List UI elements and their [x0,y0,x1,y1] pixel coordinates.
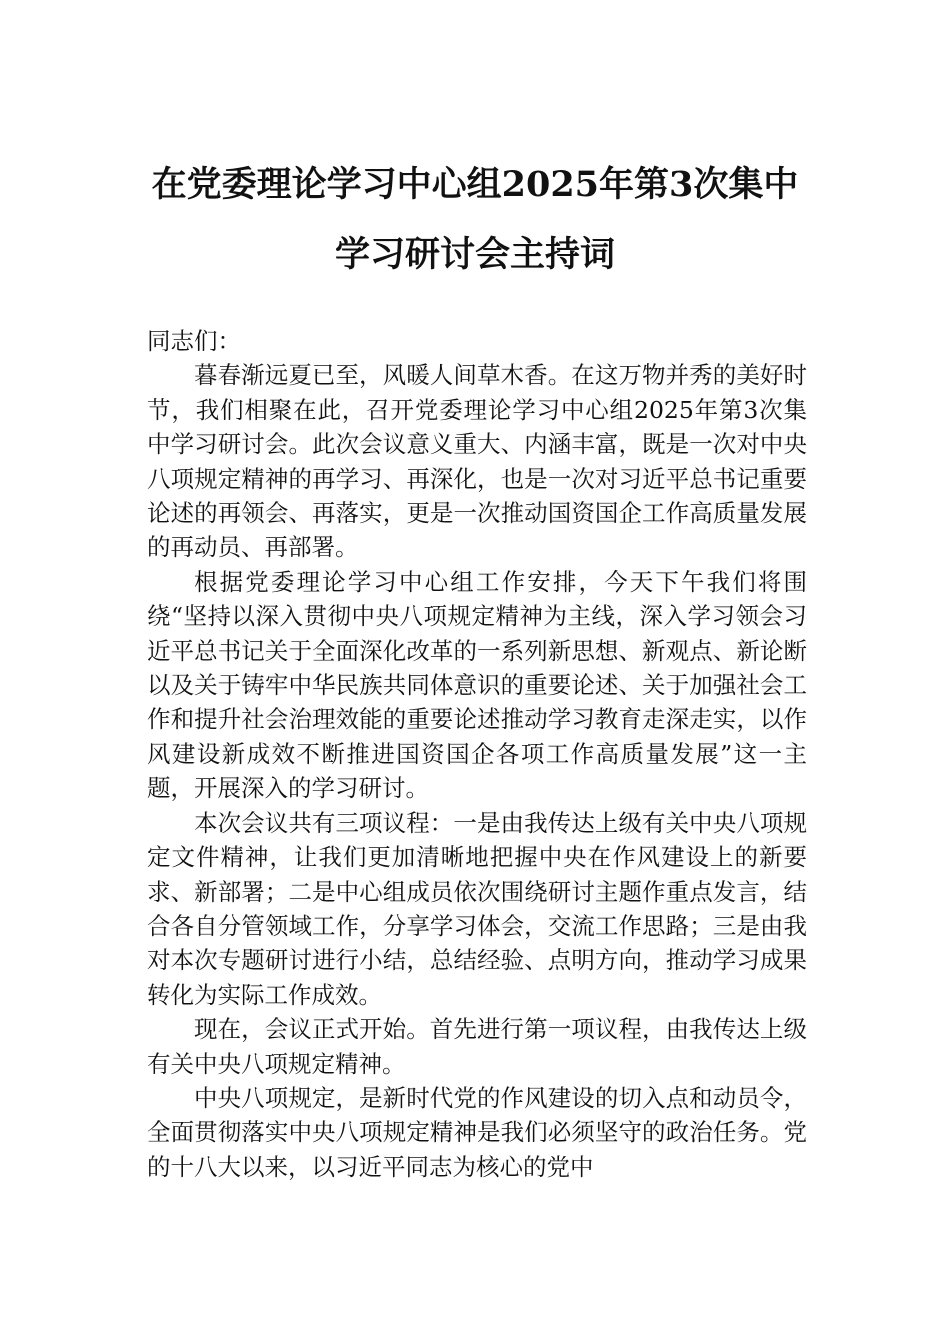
paragraph-opening: 暮春渐远夏已至，风暖人间草木香。在这万物并秀的美好时节，我们相聚在此，召开党委理论学习中心组2025年第3次集中学习研讨会。此次会议意义重大、内涵丰富，既是一次对中央八项规定精神的再学习、再深化，也是一次对习近平总书记重要论述的再领会、再落实，更是一次推动国资国企工作高质量发展的再动员、再部署。 [147,361,807,562]
paragraph-eight-regulations: 中央八项规定，是新时代党的作风建设的切入点和动员令，全面贯彻落实中央八项规定精神是我们必须坚守的政治任务。党的十八大以来，以习近平同志为核心的党中 [147,1083,807,1181]
paragraph-agenda: 本次会议共有三项议程：一是由我传达上级有关中央八项规定文件精神，让我们更加清晰地把握中央在作风建设上的新要求、新部署；二是中心组成员依次围绕研讨主题作重点发言，结合各自分管领域工作，分享学习体会，交流工作思路；三是由我对本次专题研讨进行小结，总结经验、点明方向，推动学习成果转化为实际工作成效。 [147,808,807,1009]
document-body [147,324,807,1184]
title-line-1: 在党委理论学习中心组2025年第3次集中 [151,164,799,205]
paragraph-theme: 根据党委理论学习中心组工作安排，今天下午我们将围绕“坚持以深入贯彻中央八项规定精神为主线，深入学习领会习近平总书记关于全面深化改革的一系列新思想、新观点、新论断以及关于铸牢中华民族共同体意识的重要论述、关于加强社会工作和提升社会治理效能的重要论述推动学习教育走深走实，以作风建设新成效不断推进国资国企各项工作高质量发展”这一主题，开展深入的学习研讨。 [147,567,807,803]
document-title [110,150,840,290]
salutation: 同志们： [147,327,241,355]
paragraph-meeting-start: 现在，会议正式开始。首先进行第一项议程，由我传达上级有关中央八项规定精神。 [147,1015,807,1078]
title-line-2: 学习研讨会主持词 [334,234,615,275]
